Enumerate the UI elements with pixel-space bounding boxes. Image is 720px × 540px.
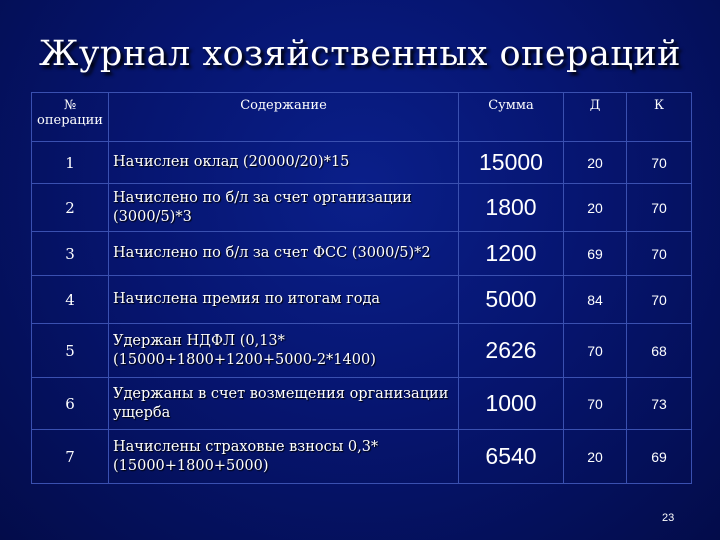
row-sum: 6540 xyxy=(459,430,564,484)
table-header-row xyxy=(32,93,692,142)
row-sum: 5000 xyxy=(459,276,564,324)
header-desc: Содержание xyxy=(109,93,459,142)
row-credit: 73 xyxy=(627,378,692,430)
row-desc: Удержаны в счет возмещения организации ущерба xyxy=(109,378,459,430)
table-row xyxy=(32,324,692,378)
row-sum: 1800 xyxy=(459,184,564,232)
row-debit: 20 xyxy=(564,142,627,184)
page-title: Журнал хозяйственных операций xyxy=(39,34,681,74)
row-sum: 1000 xyxy=(459,378,564,430)
row-credit: 68 xyxy=(627,324,692,378)
row-debit: 70 xyxy=(564,378,627,430)
row-num: 7 xyxy=(32,430,109,484)
row-sum: 15000 xyxy=(459,142,564,184)
row-desc: Начислено по б/л за счет организации (3000/5)*3 xyxy=(109,184,459,232)
row-sum: 1200 xyxy=(459,232,564,276)
row-desc: Начислено по б/л за счет ФСС (3000/5)*2 xyxy=(109,232,459,276)
row-desc: Начислены страховые взносы 0,3*(15000+1800+5000) xyxy=(109,430,459,484)
table-row xyxy=(32,276,692,324)
row-desc: Начислена премия по итогам года xyxy=(109,276,459,324)
row-desc: Начислен оклад (20000/20)*15 xyxy=(109,142,459,184)
journal-table xyxy=(31,92,692,484)
table-row xyxy=(32,232,692,276)
page-number: 23 xyxy=(662,512,675,524)
row-credit: 70 xyxy=(627,232,692,276)
row-num: 5 xyxy=(32,324,109,378)
row-credit: 69 xyxy=(627,430,692,484)
row-num: 4 xyxy=(32,276,109,324)
table-row xyxy=(32,142,692,184)
header-k: К xyxy=(627,93,692,142)
row-credit: 70 xyxy=(627,276,692,324)
header-sum: Сумма xyxy=(459,93,564,142)
row-desc: Удержан НДФЛ (0,13*(15000+1800+1200+5000-2*1400) xyxy=(109,324,459,378)
row-debit: 84 xyxy=(564,276,627,324)
row-sum: 2626 xyxy=(459,324,564,378)
row-num: 2 xyxy=(32,184,109,232)
row-num: 1 xyxy=(32,142,109,184)
row-credit: 70 xyxy=(627,142,692,184)
header-num: № операции xyxy=(32,93,109,142)
row-debit: 20 xyxy=(564,184,627,232)
row-credit: 70 xyxy=(627,184,692,232)
table-row xyxy=(32,430,692,484)
row-num: 6 xyxy=(32,378,109,430)
table-row xyxy=(32,378,692,430)
row-debit: 70 xyxy=(564,324,627,378)
header-d: Д xyxy=(564,93,627,142)
row-debit: 69 xyxy=(564,232,627,276)
table-row xyxy=(32,184,692,232)
row-debit: 20 xyxy=(564,430,627,484)
row-num: 3 xyxy=(32,232,109,276)
